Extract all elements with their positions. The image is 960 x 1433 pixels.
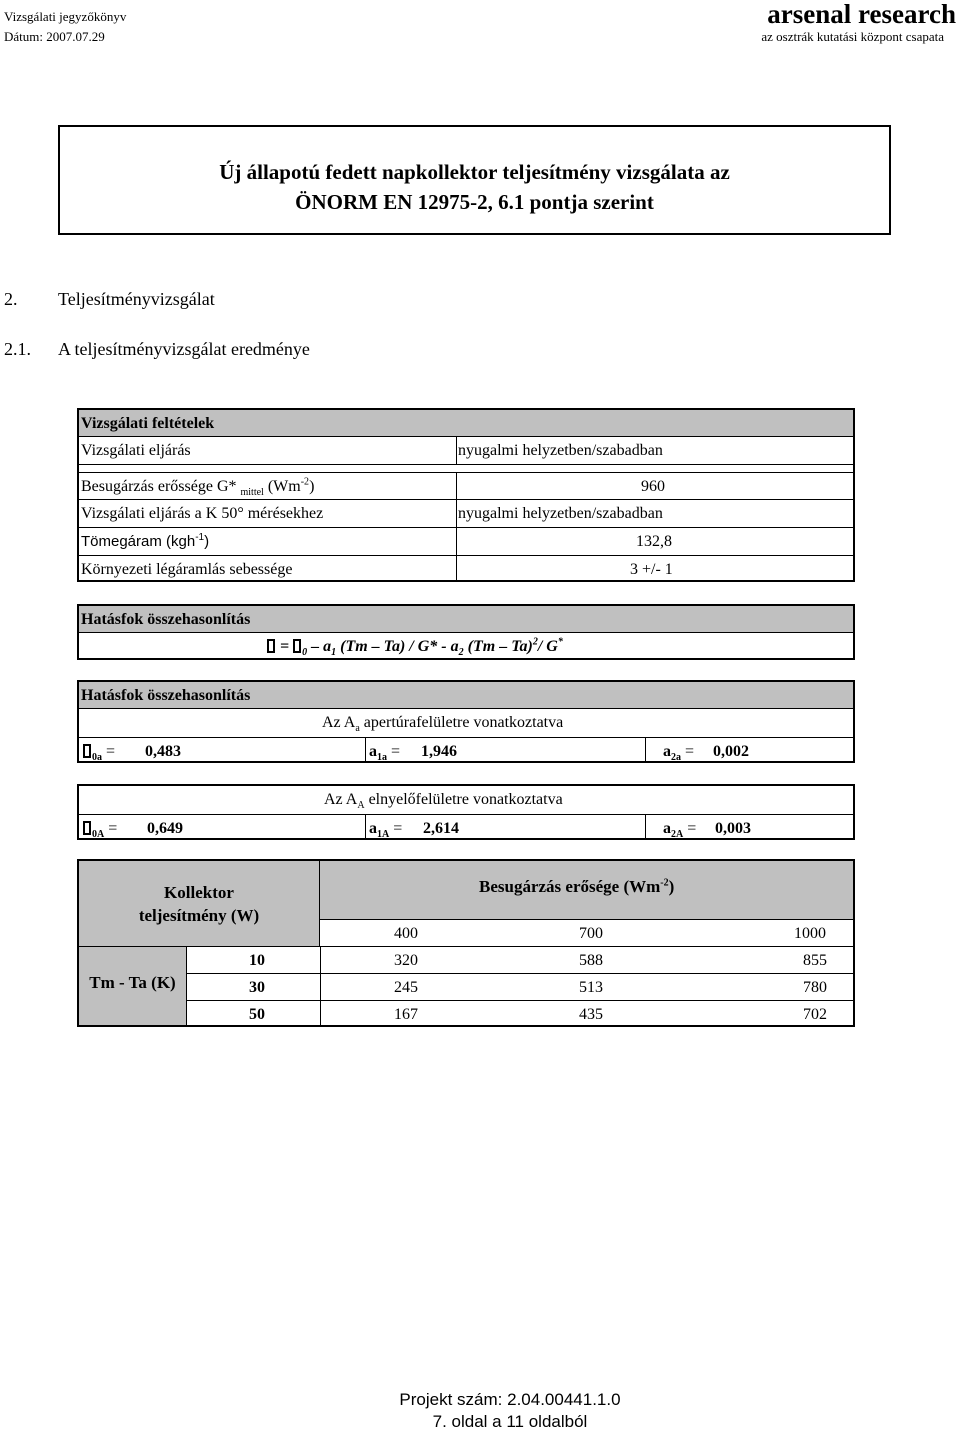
eta0A-value: 0,649 (147, 820, 183, 837)
wind-speed-value: 3 +/- 1 (630, 561, 673, 578)
a2a-value: 0,002 (713, 743, 749, 760)
table-header-row (79, 606, 853, 633)
wind-speed-label: Környezeti légáramlás sebessége (81, 561, 293, 578)
a1a-cell: $a_{1a}$ = (369, 743, 401, 764)
table-row (79, 528, 853, 556)
section-2-1-number: 2.1. (4, 339, 31, 359)
coefficients-row (79, 814, 853, 840)
power-cell: 780 (803, 979, 827, 996)
document-type: Vizsgálati jegyzőkönyv (4, 9, 127, 24)
section-2-number: 2. (4, 289, 18, 309)
collector-power-table (77, 859, 855, 1027)
efficiency-heading: Hatásfok összehasonlítás (81, 611, 251, 628)
title-line-2: ÖNORM EN 12975-2, 6.1 pontja szerint (295, 190, 654, 214)
page-number: 7. oldal a 11 oldalból (432, 1412, 588, 1431)
efficiency-formula-table (77, 604, 855, 660)
eta0a-value: 0,483 (145, 743, 181, 760)
formula-row (79, 633, 853, 660)
irradiance-label: Besugárzás erősége $(Wm^{-2})$ (479, 877, 675, 896)
table-row (187, 1001, 853, 1027)
a1A-value: 2,614 (423, 820, 459, 837)
corner-header (79, 861, 320, 947)
caption-row (79, 786, 853, 814)
table-row (79, 500, 853, 528)
table-header-row (79, 682, 853, 709)
table-row (79, 472, 853, 500)
column-header: 1000 (794, 925, 826, 942)
a2a-cell: $a_{2a}$ = (663, 743, 695, 764)
mass-flow-label: Tömegáram (kgh$^{-1}$) (81, 532, 210, 550)
eta-symbol-icon (293, 639, 301, 653)
power-cell: 320 (394, 952, 418, 969)
document-date: Dátum: 2007.07.29 (4, 29, 105, 44)
power-cell: 855 (803, 952, 827, 969)
aperture-coefficients-table (77, 680, 855, 763)
procedure-value: nyugalmi helyzetben/szabadban (458, 442, 663, 459)
column-header: 700 (579, 925, 603, 942)
absorber-caption: Az $A_A$ elnyelőfelületre vonatkoztatva (324, 791, 563, 812)
eta0a-cell: $_{0a}$ = (81, 738, 115, 763)
coefficients-row (79, 737, 853, 763)
table-row (187, 947, 853, 974)
procedure-label: Vizsgálati eljárás (81, 442, 191, 459)
page-title (60, 157, 889, 217)
column-header: 400 (394, 925, 418, 942)
aperture-caption: Az $A_a$ apertúrafelületre vonatkoztatva (322, 714, 564, 735)
brand-subtitle: az osztrák kutatási központ csapata (761, 29, 944, 44)
eta0A-cell: $_{0A}$ = (81, 815, 117, 840)
power-cell: 588 (579, 952, 603, 969)
project-number: Projekt szám: 2.04.00441.1.0 (399, 1390, 621, 1409)
irradiance-value: 960 (641, 478, 665, 495)
a1A-cell: $a_{1A}$ = (369, 820, 403, 841)
power-cell: 245 (394, 979, 418, 996)
caption-row (79, 709, 853, 737)
k50-procedure-label: Vizsgálati eljárás a K 50° mérésekhez (81, 505, 324, 522)
dt-value: 30 (249, 979, 265, 996)
power-cell: 435 (579, 1006, 603, 1023)
eta-symbol-icon (267, 639, 275, 653)
row-header-label: Tm - Ta (K) (89, 973, 176, 992)
comparison-heading: Hatásfok összehasonlítás (81, 687, 251, 704)
corner-label: Kollektor teljesítmény (W) (138, 883, 260, 925)
irradiance-header (320, 861, 853, 920)
section-2-heading: Teljesítményvizsgálat (58, 289, 215, 309)
section-2-1-heading: A teljesítményvizsgálat eredménye (58, 339, 310, 359)
a1a-value: 1,946 (421, 743, 457, 760)
column-header-row (320, 920, 853, 947)
table-row (79, 556, 853, 582)
table-header-row (79, 410, 853, 437)
a2A-cell: $a_{2A}$ = (663, 820, 697, 841)
conditions-heading: Vizsgálati feltételek (81, 415, 215, 432)
power-cell: 702 (803, 1006, 827, 1023)
a2A-value: 0,003 (715, 820, 751, 837)
k50-procedure-value: nyugalmi helyzetben/szabadban (458, 505, 663, 522)
row-header (79, 947, 187, 1025)
eta-symbol-icon (83, 821, 91, 835)
absorber-coefficients-table (77, 784, 855, 840)
eta-symbol-icon (83, 744, 91, 758)
dt-value: 10 (249, 952, 265, 969)
page-footer (360, 1389, 660, 1433)
test-conditions-table (77, 408, 855, 582)
dt-value: 50 (249, 1006, 265, 1023)
efficiency-formula: = $_0 - a_1$ $(Tm - Ta) / G* - a_2$ (Tm – Ta)$^2$/ G* (265, 633, 563, 660)
irradiance-label: Besugárzás erőssége G* $_{mittel}$ $(Wm^{-2})$ (81, 476, 315, 499)
power-cell: 513 (579, 979, 603, 996)
table-row (187, 974, 853, 1001)
title-box (58, 125, 891, 235)
brand-name: arsenal research (767, 0, 956, 29)
title-line-1: Új állapotú fedett napkollektor teljesítmény vizsgálata az (219, 160, 730, 184)
power-cell: 167 (394, 1006, 418, 1023)
mass-flow-value: 132,8 (636, 533, 672, 550)
table-row (79, 437, 853, 465)
